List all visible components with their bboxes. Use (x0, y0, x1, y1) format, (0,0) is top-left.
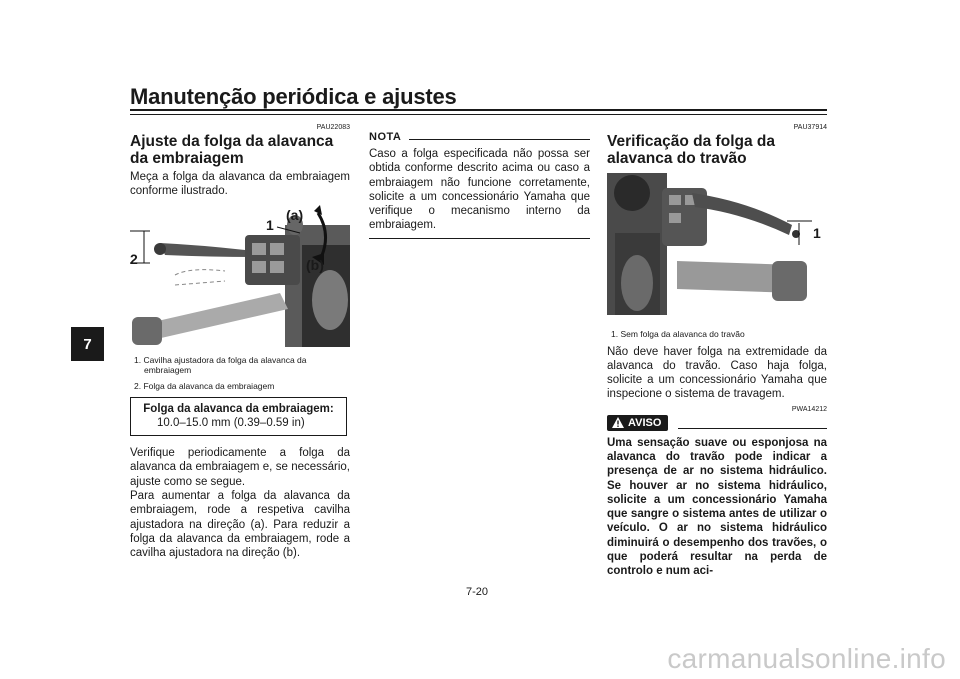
note-end-rule (369, 238, 590, 239)
figure-label-a: (a) (286, 206, 304, 223)
spec-value: 10.0–15.0 mm (0.39–0.59 in) (157, 417, 305, 430)
spec-title: Folga da alavanca da embraiagem: (143, 403, 334, 416)
spec-box (130, 397, 347, 436)
note-text: Caso a folga especificada não possa ser obtida conforme descrito acima ou caso a embraiagem não funcione corretamente, solicite a um concessionário Yamaha que verifique o mecanismo interno da embraiagem. (369, 148, 590, 232)
aviso-label: AVISO (628, 416, 662, 429)
section-code: PAU22083 (316, 124, 350, 131)
watermark: carmanualsonline.info (667, 643, 946, 674)
right-column (607, 120, 827, 579)
section-code: PAU37914 (793, 124, 827, 131)
caption-1: 1. Cavilha ajustadora da folga da alavanca da embraiagem (134, 354, 307, 376)
page-title: Manutenção periódica e ajustes (130, 84, 457, 109)
figure-label-b: (b) (306, 256, 324, 273)
figure-captions (607, 329, 827, 340)
caption-2: 2. Folga da alavanca da embraiagem (134, 380, 275, 391)
middle-column (369, 120, 590, 239)
brake-lever-figure (607, 173, 827, 315)
chapter-tab: 7 (71, 327, 104, 361)
warning-text: Uma sensação suave ou esponjosa na alavanca do travão pode indicar a presença de ar no sistema hidráulico. Se houver ar no sistema hidráulico, solicite a um concessionário Yamaha que sangre o sistema antes de utilizar o veículo. O ar no sistema hidráulico diminuirá o desempenho dos travões, o que poderá resultar na perda de controlo e num aci- (607, 436, 827, 578)
warning-triangle-icon (612, 417, 624, 428)
note-rule (409, 139, 590, 140)
caption-1: 1. Sem folga da alavanca do travão (611, 329, 745, 339)
body-paragraph: Não deve haver folga na extremidade da alavanca do travão. Caso haja folga, solicite a um concessionário Yamaha que inspecione o sistema de travagem. (607, 345, 827, 401)
aviso-badge (607, 415, 668, 431)
page-number: 7-20 (466, 586, 489, 598)
clutch-lever-figure (130, 205, 350, 347)
warning-rule (678, 428, 827, 429)
note-label: NOTA (369, 131, 402, 143)
figure-captions (130, 355, 350, 392)
title-rule-thick (130, 109, 827, 111)
warning-header (607, 415, 827, 431)
body-paragraph-2: Para aumentar a folga da alavanca da embraiagem, rode a respetiva cavilha ajustadora na direção (a). Para reduzir a folga da alavanca da embraiagem, rode a cavilha ajustadora na direção (b). (130, 489, 350, 560)
section-heading: Verificação da folga da alavanca do travão (607, 133, 775, 167)
figure-label-2: 2 (130, 250, 138, 267)
body-paragraph-1: Verifique periodicamente a folga da alavanca da embraiagem e, se necessário, ajuste como se segue. (130, 447, 350, 488)
section-heading: Ajuste da folga da alavanca da embraiagem (130, 133, 334, 167)
left-column (130, 120, 350, 560)
clutch-lever-illustration (130, 205, 350, 347)
intro-paragraph: Meça a folga da alavanca da embraiagem conforme ilustrado. (130, 171, 350, 198)
title-rule-thin (130, 114, 827, 115)
figure-label-1: 1 (813, 225, 821, 241)
note-header (369, 131, 590, 143)
brake-lever-illustration (607, 173, 827, 315)
figure-label-1: 1 (266, 216, 274, 233)
warning-code: PWA14212 (791, 405, 827, 413)
